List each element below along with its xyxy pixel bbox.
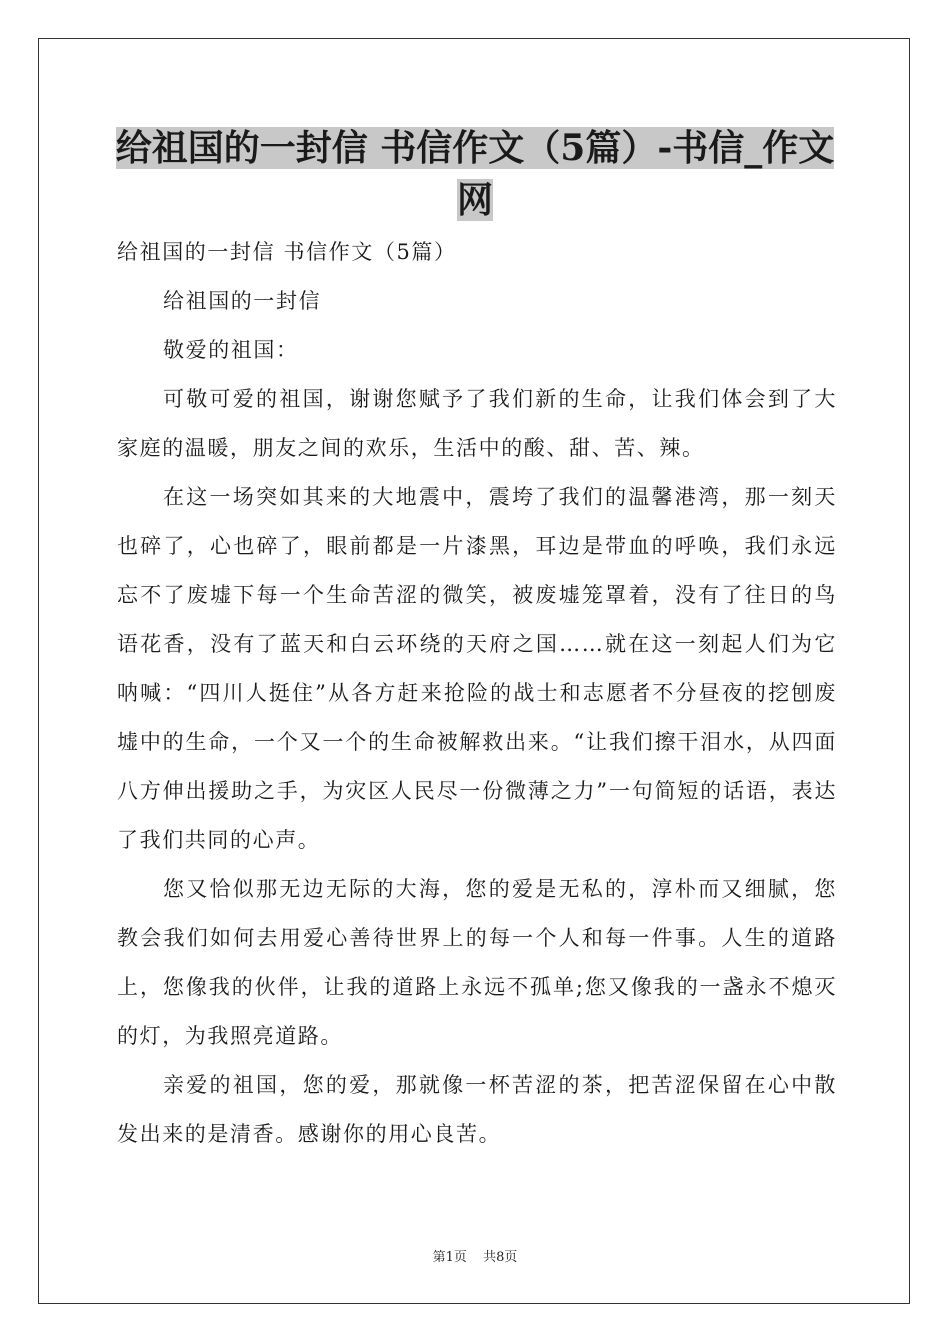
title-line-1: 给祖国的一封信 书信作文（5篇）-书信_作文 — [115, 127, 835, 169]
paragraph-3: 您又恰似那无边无际的大海，您的爱是无私的，淳朴而又细腻，您教会我们如何去用爱心善待世界上的每一个人和每一件事。人生的道路上，您像我的伙伴，让我的道路上永远不孤单;您又像我的一盏永不熄灭的灯，为我照亮道路。 — [117, 877, 837, 1048]
paragraph-1: 可敬可爱的祖国，谢谢您赋予了我们新的生命，让我们体会到了大家庭的温暖，朋友之间的欢乐，生活中的酸、甜、苦、辣。 — [117, 387, 837, 460]
document-title — [110, 122, 840, 226]
paragraph-2: 在这一场突如其来的大地震中，震垮了我们的温馨港湾，那一刻天也碎了，心也碎了，眼前都是一片漆黑，耳边是带血的呼唤，我们永远忘不了废墟下每一个生命苦涩的微笑，被废墟笼罩着，没有了往日的鸟语花香，没有了蓝天和白云环绕的天府之国……就在这一刻起人们为它呐喊：“四川人挺住”从各方赶来抢险的战士和志愿者不分昼夜的挖刨废墟中的生命，一个又一个的生命被解救出来。“让我们擦干泪水，从四面八方伸出援助之手，为灾区人民尽一份微薄之力”一句简短的话语，表达了我们共同的心声。 — [117, 485, 837, 852]
page-number-current: 第1页 — [432, 1250, 467, 1265]
paragraph-salutation: 敬爱的祖国： — [163, 338, 299, 362]
document-subtitle: 给祖国的一封信 书信作文（5篇） — [117, 240, 457, 264]
page-footer — [0, 1246, 950, 1265]
document-body — [117, 228, 837, 1159]
paragraph-letter-heading: 给祖国的一封信 — [163, 289, 322, 313]
paragraph-4: 亲爱的祖国，您的爱，那就像一杯苦涩的茶，把苦涩保留在心中散发出来的是清香。感谢你的用心良苦。 — [117, 1073, 837, 1146]
title-line-2: 网 — [456, 179, 493, 221]
page-number-total: 共8页 — [483, 1250, 518, 1265]
